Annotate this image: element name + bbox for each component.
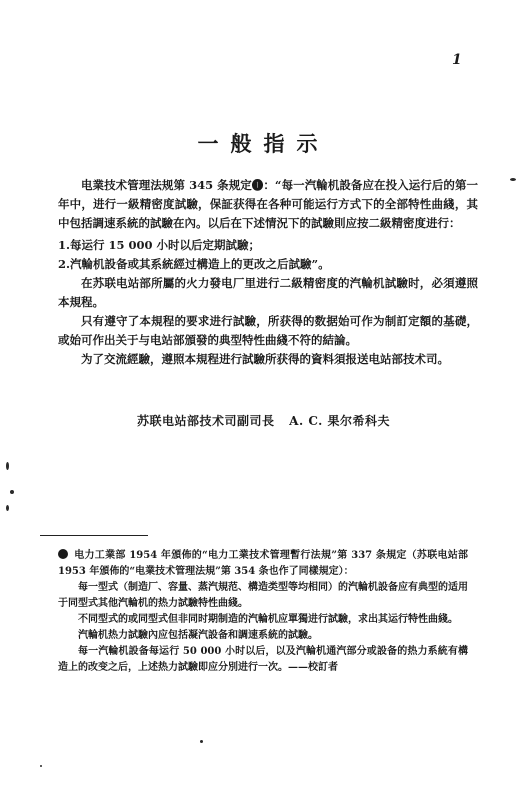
body-paragraph: 在苏联电站部所屬的火力發电厂里进行二級精密度的汽輪机試驗时，必須遵照本規程。 xyxy=(58,276,478,309)
main-text xyxy=(58,176,478,369)
footnote-divider xyxy=(40,535,148,536)
body-paragraph: 为了交流經驗，遵照本規程进行試驗所获得的資料須报送电站部技术司。 xyxy=(81,352,449,366)
scan-speck xyxy=(200,740,203,743)
footnote-paragraph xyxy=(58,548,468,580)
scan-speck xyxy=(10,490,14,494)
body-paragraph: 电業技术管理法规第 345 条规定❶：“每一汽輪机設备应在投入运行后的第一年中，进行一級精密度試驗，保証获得在各种可能运行方式下的全部特性曲綫，其中包括調速系統的試驗在內。以后在下述情況下的試驗則应按二級精密度进行： xyxy=(58,178,478,230)
footnote-paragraph: 每一型式（制造厂、容量、蒸汽規范、構造类型等均相同）的汽輪机設备应有典型的适用于同型式其他汽輪机的热力試驗特性曲綫。 xyxy=(58,582,468,609)
signature-office: 苏联电站部技术司副司長 xyxy=(136,414,275,428)
signature-name: A. C. 果尔希科夫 xyxy=(289,414,391,428)
body-paragraph: 只有遵守了本規程的要求进行試驗，所获得的数据始可作为制訂定額的基礎，或始可作出关于与电站部頒發的典型特性曲綫不符的結論。 xyxy=(58,314,478,347)
scan-speck xyxy=(6,462,9,470)
footnote-paragraph: 每一汽輪机設备每运行 50 000 小时以后，以及汽輪机通汽部分或設备的热力系統有構造上的改变之后，上述热力試驗即应分別进行一次。——校訂者 xyxy=(58,646,468,673)
page-title: 一般指示 xyxy=(197,131,330,156)
scan-speck xyxy=(510,178,516,181)
body-list-item: 1.每运行 15 000 小时以后定期試驗； xyxy=(58,238,261,252)
page-number: 1 xyxy=(452,52,462,68)
footnote-marker-icon xyxy=(58,549,68,559)
body-list-item: 2.汽輪机設备或其系統經过構造上的更改之后試驗”。 xyxy=(58,257,330,271)
footnote xyxy=(58,548,468,676)
footnote-paragraph: 不同型式的或同型式但非同时期制造的汽輪机应單獨进行試驗，求出其运行特性曲綫。 xyxy=(78,614,458,625)
footnote-text: 电力工業部 1954 年頒佈的“电力工業技术管理暫行法規”第 337 条規定（苏联电站部 1953 年頒佈的“电業技术管理法規”第 354 条也作了同樣規定）： xyxy=(58,550,468,577)
scan-speck xyxy=(6,505,9,511)
footnote-paragraph: 汽輪机热力試驗內应包括凝汽設备和調速系統的試驗。 xyxy=(78,630,318,641)
scan-speck xyxy=(40,765,42,767)
signature-line xyxy=(0,412,527,429)
